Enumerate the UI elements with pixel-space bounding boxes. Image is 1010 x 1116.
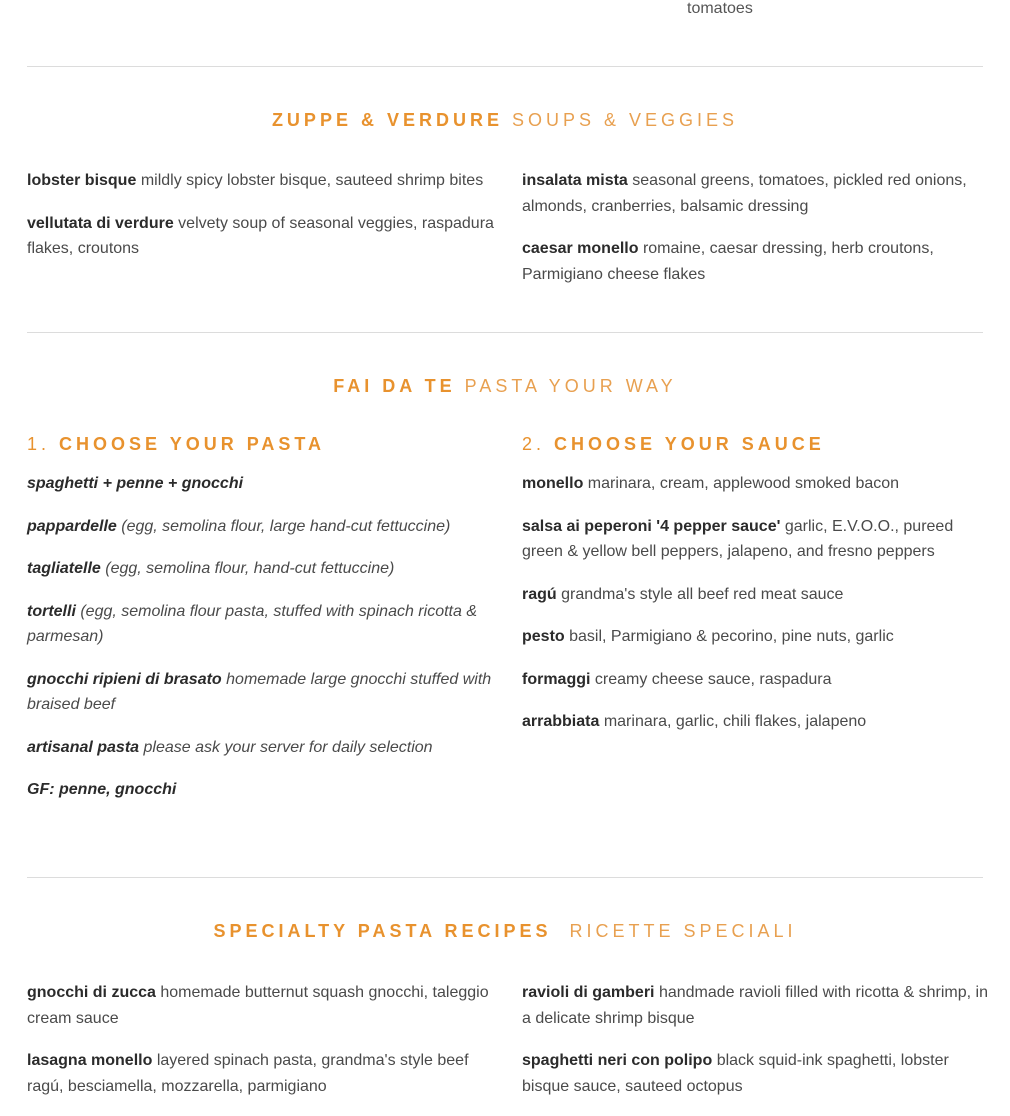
item-name: tagliatelle: [27, 560, 101, 577]
item-name: caesar monello: [522, 240, 639, 257]
item-name: pappardelle: [27, 517, 117, 535]
section-title-english: SOUPS & VEGGIES: [511, 110, 739, 130]
section-title-pasta-way: [27, 376, 983, 397]
item-name: vellutata di verdure: [27, 214, 174, 232]
item-description: (egg, semolina flour pasta, stuffed with spinach ricotta & parmesan): [27, 602, 477, 645]
item-name: artisanal pasta: [27, 738, 140, 756]
step-number: 2.: [522, 434, 546, 454]
item-name: pesto: [522, 628, 565, 645]
item-name: GF: penne, gnocchi: [27, 781, 177, 798]
section-title-english: PASTA YOUR WAY: [464, 376, 677, 396]
item-name: salsa ai peperoni '4 pepper sauce': [522, 517, 781, 535]
menu-item: [27, 556, 495, 582]
choose-sauce-column: [522, 434, 990, 752]
section-divider: [27, 877, 983, 878]
menu-item: [27, 211, 495, 262]
item-name: formaggi: [522, 670, 591, 688]
item-description: please ask your server for daily selection: [143, 738, 433, 756]
menu-item: [522, 236, 990, 287]
section-divider: [27, 332, 983, 333]
item-name: arrabbiata: [522, 713, 600, 730]
item-description: basil, Parmigiano & pecorino, pine nuts, garlic: [569, 628, 894, 645]
step-number: 1.: [27, 434, 51, 454]
item-description: homemade large gnocchi stuffed with braised beef: [27, 670, 492, 713]
item-description: layered spinach pasta, grandma's style beef ragú, besciamella, mozzarella, parmigiano: [27, 1052, 469, 1095]
menu-item: [522, 514, 990, 565]
item-description: creamy cheese sauce, raspadura: [594, 670, 832, 688]
item-description: garlic, E.V.O.O., pureed green & yellow bell peppers, jalapeno, and fresno peppers: [522, 517, 954, 560]
item-description: marinara, cream, applewood smoked bacon: [587, 475, 900, 492]
menu-item: [522, 667, 990, 693]
previous-item-fragment: tomatoes: [687, 0, 753, 17]
menu-item: [522, 471, 990, 497]
menu-item: [27, 599, 495, 650]
item-name: monello: [522, 475, 584, 492]
menu-item: [27, 514, 495, 540]
section-title-soups: [27, 110, 983, 131]
specialty-right-column: [522, 980, 990, 1116]
item-name: lobster bisque: [27, 172, 137, 189]
item-name: ragú: [522, 585, 557, 603]
item-description: grandma's style all beef red meat sauce: [561, 585, 844, 603]
specialty-left-column: [27, 980, 495, 1116]
menu-item: [27, 168, 495, 194]
item-description: black squid-ink spaghetti, lobster bisque sauce, sauteed octopus: [522, 1052, 949, 1095]
section-title-specialty: [27, 921, 983, 942]
item-description: romaine, caesar dressing, herb croutons, Parmigiano cheese flakes: [522, 240, 934, 283]
item-name: gnocchi di zucca: [27, 984, 156, 1001]
choose-pasta-column: [27, 434, 495, 820]
menu-item: [27, 735, 495, 761]
item-name: lasagna monello: [27, 1052, 153, 1069]
item-description: (egg, semolina flour, hand-cut fettuccine): [105, 560, 395, 577]
item-description: marinara, garlic, chili flakes, jalapeno: [603, 713, 867, 730]
item-name: gnocchi ripieni di brasato: [27, 670, 222, 688]
menu-item: [522, 582, 990, 608]
menu-item: [27, 777, 495, 803]
section-title-italian: FAI DA TE: [333, 376, 456, 396]
item-description: mildly spicy lobster bisque, sauteed shrimp bites: [140, 172, 484, 189]
menu-item: [522, 624, 990, 650]
menu-item: [522, 1048, 990, 1099]
section-title-italian: RICETTE SPECIALI: [569, 921, 797, 941]
item-description: (egg, semolina flour, large hand-cut fettuccine): [121, 517, 451, 535]
item-description: velvety soup of seasonal veggies, raspadura flakes, croutons: [27, 214, 494, 257]
section-divider: [27, 66, 983, 67]
item-name: spaghetti neri con polipo: [522, 1052, 713, 1069]
menu-item: [27, 980, 495, 1031]
soups-left-column: [27, 168, 495, 279]
item-description: homemade butternut squash gnocchi, taleggio cream sauce: [27, 984, 489, 1027]
menu-item: [27, 471, 495, 497]
choose-sauce-heading: [522, 434, 990, 455]
item-description: seasonal greens, tomatoes, pickled red onions, almonds, cranberries, balsamic dressing: [522, 172, 967, 215]
choose-pasta-heading: [27, 434, 495, 455]
soups-right-column: [522, 168, 990, 304]
menu-item: [27, 1048, 495, 1099]
item-name: insalata mista: [522, 172, 628, 189]
item-name: ravioli di gamberi: [522, 984, 655, 1001]
menu-item: [27, 667, 495, 718]
section-title-english: SPECIALTY PASTA RECIPES: [213, 921, 552, 941]
menu-item: [522, 168, 990, 219]
item-name: spaghetti + penne + gnocchi: [27, 475, 244, 492]
menu-item: [522, 709, 990, 735]
menu-item: [522, 980, 990, 1031]
section-title-italian: ZUPPE & VERDURE: [271, 110, 503, 130]
item-name: tortelli: [27, 602, 76, 620]
step-label: CHOOSE YOUR PASTA: [59, 434, 326, 454]
step-label: CHOOSE YOUR SAUCE: [554, 434, 825, 454]
item-description: handmade ravioli filled with ricotta & shrimp, in a delicate shrimp bisque: [522, 984, 988, 1027]
